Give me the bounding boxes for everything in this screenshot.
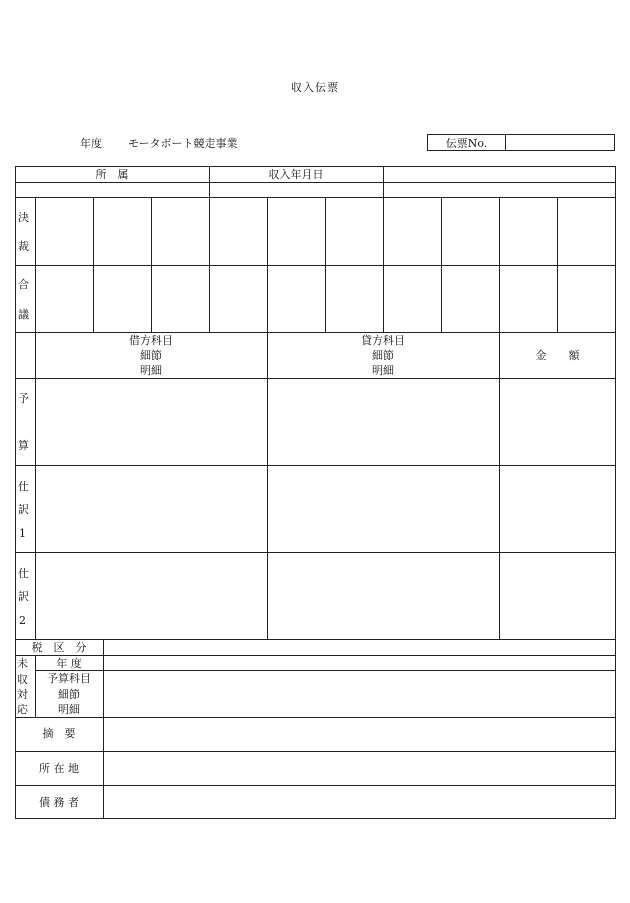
approval-label-2: 裁 — [18, 240, 29, 253]
page-title: 収入伝票 — [291, 81, 339, 94]
debit-subsection-header: 細節 — [140, 349, 162, 362]
uncollected-year-label: 年 度 — [56, 657, 82, 670]
uncollected-detail-label: 明細 — [58, 703, 80, 716]
summary-label: 摘 要 — [42, 727, 76, 740]
address-label: 所 在 地 — [39, 762, 79, 775]
slip-number-label: 伝票No. — [445, 137, 488, 150]
budget-label-2: 算 — [18, 439, 29, 452]
debit-detail-header: 明細 — [140, 364, 162, 377]
fiscal-year-label: 年度 — [80, 137, 102, 150]
entry2-label-3: 2 — [19, 614, 26, 627]
entry1-label-1: 仕 — [18, 480, 29, 493]
debtor-label: 債 務 者 — [39, 796, 79, 809]
consultation-label-2: 議 — [18, 308, 29, 321]
address-field[interactable] — [104, 752, 615, 785]
business-name: モータボート競走事業 — [128, 137, 238, 150]
entry1-label-2: 訳 — [18, 503, 29, 516]
uncollected-label-3: 対 — [17, 688, 28, 701]
debtor-field[interactable] — [104, 786, 615, 818]
debit-account-header: 借方科目 — [129, 334, 173, 347]
receipt-date-label: 収入年月日 — [268, 168, 324, 181]
tax-classification-label: 税 区 分 — [31, 641, 87, 654]
amount-header: 金 額 — [535, 349, 580, 362]
tax-classification-field[interactable] — [104, 640, 615, 655]
consultation-label-1: 合 — [18, 278, 29, 291]
affiliation-field[interactable] — [16, 183, 208, 197]
approval-label-1: 決 — [18, 211, 29, 224]
uncollected-label-4: 応 — [17, 703, 28, 716]
uncollected-subsection-label: 細節 — [58, 688, 80, 701]
uncollected-label-1: 未 — [17, 657, 28, 670]
receipt-date-field[interactable] — [384, 167, 615, 182]
uncollected-label-2: 収 — [17, 673, 28, 686]
credit-detail-header: 明細 — [372, 364, 394, 377]
entry2-label-2: 訳 — [18, 590, 29, 603]
credit-subsection-header: 細節 — [372, 349, 394, 362]
entry1-label-3: 1 — [19, 527, 26, 540]
entry2-label-1: 仕 — [18, 567, 29, 580]
budget-label-1: 予 — [18, 392, 29, 405]
summary-field[interactable] — [104, 718, 615, 751]
credit-account-header: 貸方科目 — [361, 334, 405, 347]
uncollected-budget-account-label: 予算科目 — [47, 672, 91, 685]
affiliation-label: 所 属 — [95, 168, 129, 181]
